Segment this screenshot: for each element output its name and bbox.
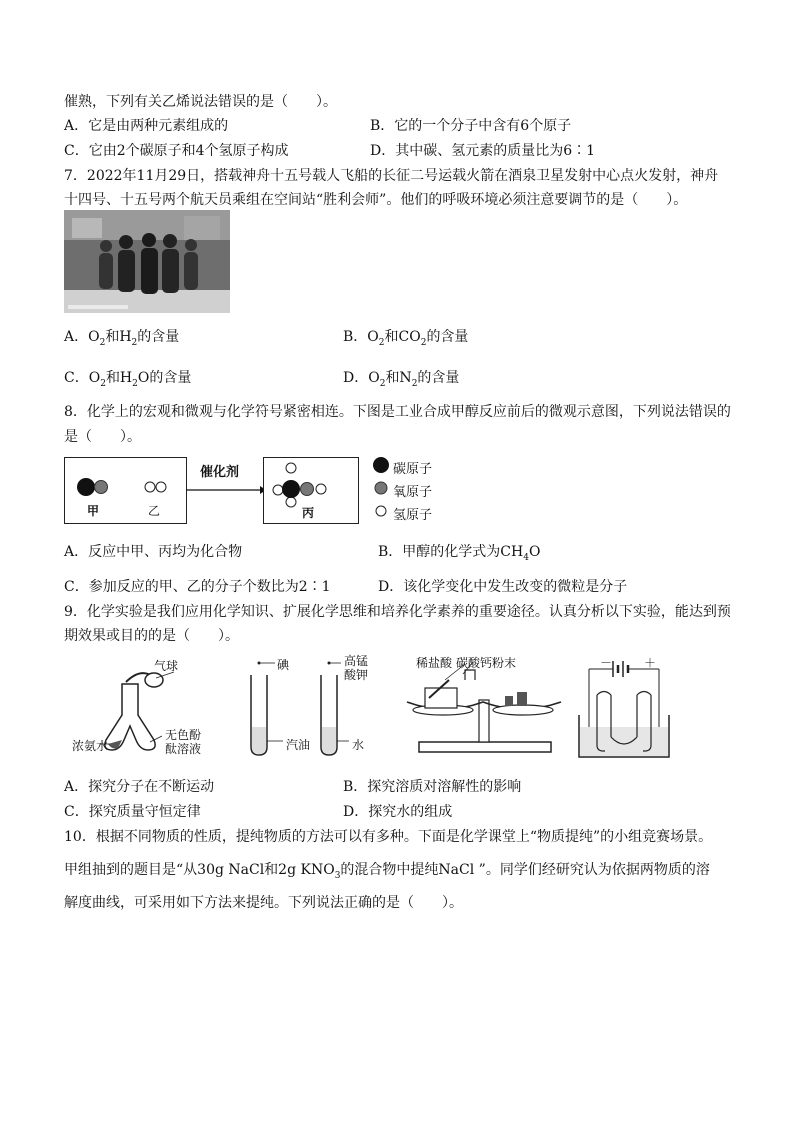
balance-apparatus <box>405 658 565 758</box>
legend-carbon: 碳原子 <box>393 462 433 477</box>
hydrogen-atom-icon <box>286 463 296 473</box>
label-jia: 甲 <box>87 504 100 518</box>
q8-option-b: B．甲醇的化学式为$CH_4O$ <box>378 544 541 563</box>
astronauts-photo <box>64 210 230 313</box>
q9-option-b: B．探究溶质对溶解性的影响 <box>343 779 522 795</box>
carbon-atom-icon <box>77 478 95 496</box>
q9-option-c: C．探究质量守恒定律 <box>64 804 201 820</box>
label-kmno4-2: 酸钾 <box>344 668 369 682</box>
label-gasoline: 汽油 <box>286 738 311 752</box>
carbon-atom-icon <box>373 457 389 473</box>
q9-option-a: A．探究分子在不断运动 <box>64 779 215 795</box>
atom-legend-icons <box>370 455 394 521</box>
q8-stem-line-1: 8．化学上的宏观和微观与化学符号紧密相连。下图是工业合成甲醇反应前后的微观示意图，下列说法错误的 <box>64 404 731 420</box>
q10-stem-line-1: 10．根据不同物质的性质，提纯物质的方法可以有多种。下面是化学课堂上“物质提纯”的小组竞赛场景。 <box>64 829 713 845</box>
label-iodine: 碘 <box>277 658 290 672</box>
catalyst-label: 催化剂 <box>200 465 240 480</box>
q9-option-d: D．探究水的组成 <box>343 804 453 820</box>
carbon-atom-icon <box>282 480 300 498</box>
label-bing: 丙 <box>302 506 315 520</box>
q6-option-d: D．其中碳、氢元素的质量比为6∶1 <box>370 143 596 159</box>
label-ammonia: 浓氨水 <box>72 739 109 753</box>
q8-option-d: D．该化学变化中发生改变的微粒是分子 <box>378 579 628 595</box>
label-yi: 乙 <box>148 504 161 518</box>
q7-option-b: B．$O_2$和$CO_2$的含量 <box>343 329 469 348</box>
q6-stem: 催熟，下列有关乙烯说法错误的是（ ）。 <box>64 94 337 110</box>
hydrogen-atom-icon <box>286 497 296 507</box>
reaction-arrow-icon <box>186 480 266 500</box>
q6-option-c: C．它由2个碳原子和4个氢原子构成 <box>64 143 289 159</box>
product-box <box>263 457 359 524</box>
q7-stem-line-1: 7．2022年11月29日，搭载神舟十五号载人飞船的长征二号运载火箭在酒泉卫星发射中心点火发射，神舟 <box>64 168 719 184</box>
reactants-box <box>64 457 187 524</box>
hydrogen-atom-icon <box>273 485 283 495</box>
hydrogen-atom-icon <box>376 506 386 516</box>
label-kmno4-1: 高锰 <box>344 654 369 668</box>
q7-stem-line-2: 十四号、十五号两个航天员乘组在空间站“胜利会师”。他们的呼吸环境必须注意要调节的是（ ）。 <box>64 192 688 208</box>
q7-option-d: D．$O_2$和$N_2$的含量 <box>343 370 460 389</box>
q9-stem-line-2: 期效果或目的的是（ ）。 <box>64 628 239 644</box>
legend-oxygen: 氧原子 <box>393 485 433 500</box>
q6-option-a: A．它是由两种元素组成的 <box>64 118 229 134</box>
label-positive: ＋ <box>644 656 657 670</box>
q7-option-a: A．$O_2$和$H_2$的含量 <box>64 329 180 348</box>
q8-option-c: C．参加反应的甲、乙的分子个数比为2∶1 <box>64 579 331 595</box>
q10-stem-line-2: 甲组抽到的题目是“从30g NaCl和2g $KNO_3$的混合物中提纯NaCl ”。同学们经研究认为依据两物质的溶 <box>64 862 710 881</box>
electrolysis-apparatus <box>575 655 675 760</box>
label-phenolphthalein-2: 酞溶液 <box>165 742 202 756</box>
q7-option-c: C．$O_2$和$H_2O$的含量 <box>64 370 192 389</box>
label-dilute-hcl: 稀盐酸 <box>416 656 453 670</box>
label-caco3-powder: 碳酸钙粉末 <box>456 656 517 670</box>
q6-option-b: B．它的一个分子中含有6个原子 <box>370 118 572 134</box>
q9-stem-line-1: 9．化学实验是我们应用化学知识、扩展化学思维和培养化学素养的重要途径。认真分析以下实验，能达到预 <box>64 604 731 620</box>
hydrogen-atom-icon <box>156 482 166 492</box>
oxygen-atom-icon <box>301 483 314 496</box>
oxygen-atom-icon <box>375 482 387 494</box>
q8-stem-line-2: 是（ ）。 <box>64 429 141 445</box>
oxygen-atom-icon <box>95 481 108 494</box>
label-phenolphthalein-1: 无色酚 <box>165 728 202 742</box>
q10-stem-line-3: 解度曲线，可采用如下方法来提纯。下列说法正确的是（ ）。 <box>64 895 463 911</box>
legend-hydrogen: 氢原子 <box>393 508 433 523</box>
label-water: 水 <box>352 738 365 752</box>
hydrogen-atom-icon <box>145 482 155 492</box>
hydrogen-atom-icon <box>316 484 326 494</box>
label-balloon: 气球 <box>154 659 179 673</box>
label-negative: － <box>600 656 613 670</box>
q8-option-a: A．反应中甲、丙均为化合物 <box>64 544 243 560</box>
